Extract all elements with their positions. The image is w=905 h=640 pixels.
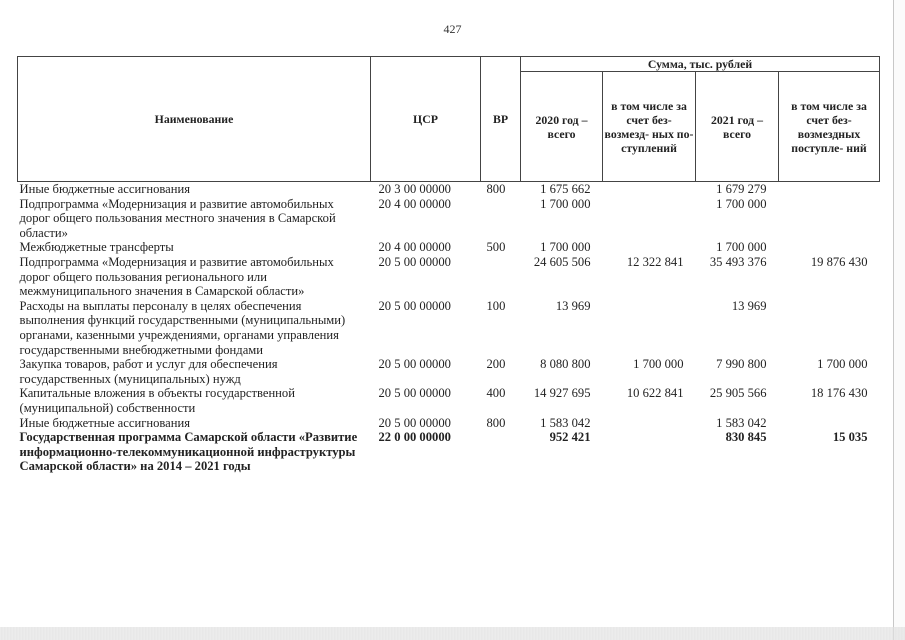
row-csr: 20 5 00 00000 (378, 386, 451, 401)
table-header (18, 57, 880, 182)
row-vr: 100 (486, 298, 506, 313)
table-row (18, 386, 880, 415)
row-vr (481, 255, 521, 299)
row-name: Закупка товаров, работ и услуг для обеспечения государственных (муниципальных) нужд (19, 357, 278, 386)
row-name: Капитальные вложения в объекты государственной (муниципальной) собственности (19, 386, 295, 415)
row-name: Подпрограмма «Модернизация и развитие автомобильных дорог общего пользования регионального или межмуниципального значения в Самарской области» (19, 254, 334, 299)
header-2020-total: 2020 год – всего (521, 72, 603, 182)
header-2021-grants: в том числе за счет без- возмездных поступле- ний (779, 72, 880, 182)
row-2020-total: 1 583 042 (540, 415, 591, 430)
row-2020-total: 1 700 000 (540, 196, 591, 211)
header-sum-group: Сумма, тыс. рублей (521, 57, 880, 72)
scan-edge-right (893, 0, 905, 640)
row-2020-total: 8 080 800 (540, 357, 591, 372)
table-row (18, 299, 880, 357)
row-2020-grants (603, 299, 696, 357)
row-2021-total: 830 845 (725, 430, 767, 445)
table-body (18, 182, 880, 474)
row-2021-grants: 15 035 (832, 430, 868, 445)
row-2021-total: 35 493 376 (709, 254, 767, 269)
row-vr (481, 430, 521, 474)
row-name: Расходы на выплаты персоналу в целях обеспечения выполнения функций государственными (муниципальными) органами, казенными учреждениями, органами управления государственными внебюджетными фондами (19, 298, 346, 357)
row-2021-grants (779, 416, 880, 431)
row-2021-total: 1 583 042 (716, 415, 767, 430)
row-csr: 22 0 00 00000 (378, 430, 451, 445)
header-name: Наименование (18, 57, 371, 182)
table-row (18, 240, 880, 255)
page-number: 427 (443, 22, 462, 36)
row-2021-total: 1 700 000 (716, 196, 767, 211)
row-csr: 20 5 00 00000 (378, 415, 451, 430)
table-row (18, 182, 880, 197)
header-2021-total: 2021 год – всего (696, 72, 779, 182)
row-name: Иные бюджетные ассигнования (19, 182, 191, 196)
row-2021-grants (779, 197, 880, 241)
row-vr: 400 (486, 386, 506, 401)
table-row (18, 416, 880, 431)
row-2020-total: 24 605 506 (533, 254, 591, 269)
row-csr: 20 4 00 00000 (378, 196, 451, 211)
row-2020-grants: 1 700 000 (633, 357, 684, 372)
row-vr: 800 (486, 182, 506, 196)
row-name: Межбюджетные трансферты (19, 240, 174, 255)
row-2020-grants (603, 182, 696, 197)
row-vr: 200 (486, 357, 506, 372)
budget-table (17, 56, 880, 474)
row-2021-grants (779, 182, 880, 197)
row-vr: 500 (486, 240, 506, 255)
row-vr: 800 (486, 415, 506, 430)
row-csr: 20 5 00 00000 (378, 298, 451, 313)
row-name: Подпрограмма «Модернизация и развитие автомобильных дорог общего пользования местного значения в Самарской области» (19, 196, 336, 240)
row-2021-grants (779, 240, 880, 255)
row-2020-grants: 12 322 841 (626, 254, 684, 269)
row-2021-grants (779, 299, 880, 357)
row-name: Иные бюджетные ассигнования (19, 415, 191, 430)
table-row (18, 357, 880, 386)
table-row (18, 430, 880, 474)
row-2020-grants (603, 430, 696, 474)
row-name: Государственная программа Самарской области «Развитие информационно-телекоммуникационной инфраструктуры Самарской области» на 2014 – 2021 годы (19, 430, 358, 474)
row-vr (481, 197, 521, 241)
row-2020-grants (603, 416, 696, 431)
row-2021-total: 1 700 000 (716, 240, 767, 255)
table-row (18, 255, 880, 299)
row-csr: 20 4 00 00000 (378, 240, 451, 255)
row-2020-total: 952 421 (549, 430, 591, 445)
row-2020-total: 1 700 000 (540, 240, 591, 255)
row-2021-total: 13 969 (731, 298, 767, 313)
row-2020-total: 14 927 695 (533, 386, 591, 401)
row-2020-grants (603, 240, 696, 255)
scan-edge-bottom (0, 627, 905, 640)
header-csr: ЦСР (371, 57, 481, 182)
row-2021-total: 25 905 566 (709, 386, 767, 401)
row-2020-grants (603, 197, 696, 241)
header-2020-grants: в том числе за счет без- возмезд- ных по- ступлений (603, 72, 696, 182)
table-row (18, 197, 880, 241)
row-csr: 20 3 00 00000 (378, 182, 451, 196)
row-2021-grants: 18 176 430 (810, 386, 868, 401)
row-2021-total: 1 679 279 (716, 182, 767, 196)
row-2021-grants: 19 876 430 (810, 254, 868, 269)
header-vr: ВР (481, 57, 521, 182)
row-2020-total: 13 969 (555, 298, 591, 313)
row-csr: 20 5 00 00000 (378, 357, 451, 372)
row-2020-total: 1 675 662 (540, 182, 591, 196)
row-2021-total: 7 990 800 (716, 357, 767, 372)
row-2020-grants: 10 622 841 (626, 386, 684, 401)
row-csr: 20 5 00 00000 (378, 254, 451, 269)
row-2021-grants: 1 700 000 (817, 357, 868, 372)
